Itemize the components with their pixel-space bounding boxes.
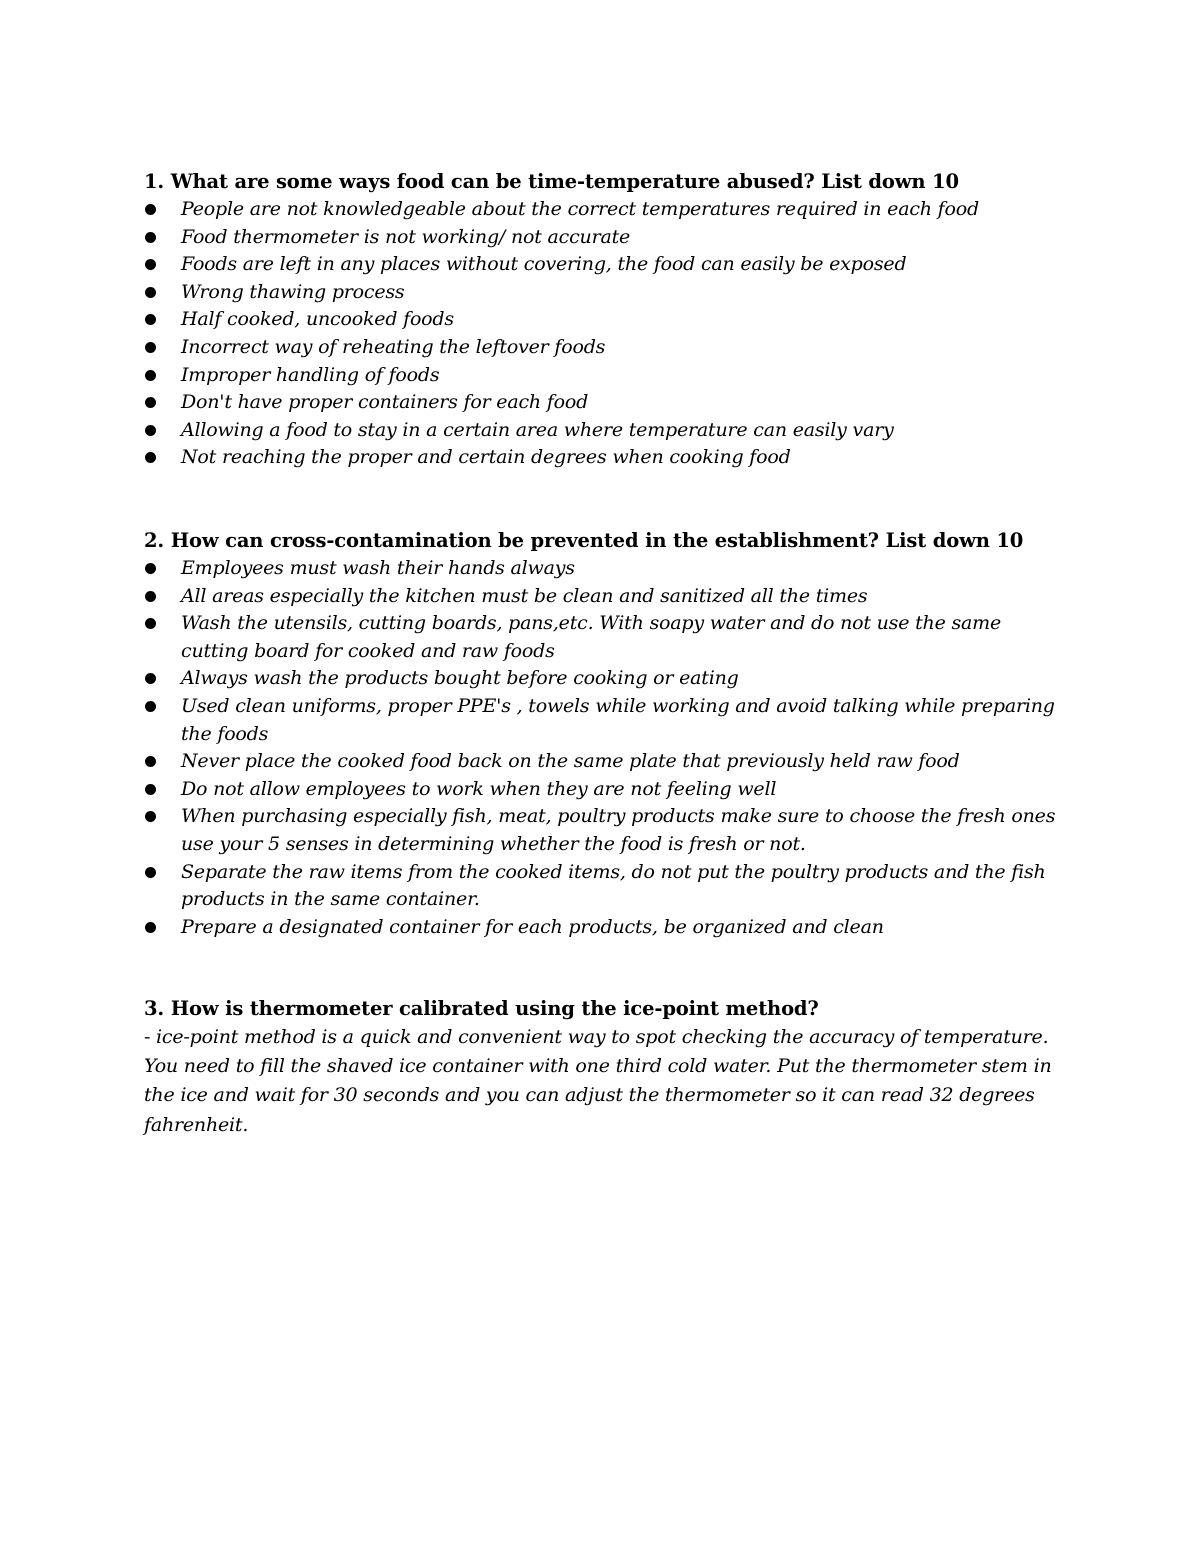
list-item <box>144 251 1064 279</box>
bullet-icon <box>145 784 156 795</box>
list-item-text: Incorrect way of reheating the leftover foods <box>181 335 606 358</box>
list-item-text: Employees must wash their hands always <box>181 557 575 579</box>
list-item-text: Wash the utensils, cutting boards, pans,etc. With soapy water and do not use the same cutting board for cooked and raw foods <box>181 612 1002 662</box>
list-item <box>144 389 1064 417</box>
list-item <box>144 196 1064 224</box>
list-item-text: Do not allow employees to work when they are not feeling well <box>181 777 777 800</box>
list-item <box>144 279 1064 307</box>
list-item <box>144 362 1064 390</box>
list-item-text: Don't have proper containers for each food <box>181 391 589 414</box>
list-item <box>144 803 1064 858</box>
list-item <box>144 914 1064 942</box>
list-item-text: Prepare a designated container for each products, be organized and clean <box>181 915 884 938</box>
list-item-text: People are not knowledgeable about the correct temperatures required in each food <box>181 198 979 220</box>
bullet-icon <box>145 204 156 215</box>
list-item <box>144 444 1064 472</box>
bullet-icon <box>145 922 156 933</box>
bullet-icon <box>145 342 156 353</box>
list-item <box>144 224 1064 252</box>
list-item-text: Separate the raw items from the cooked items, do not put the poultry products and the fish products in the same container. <box>181 860 1046 911</box>
bullet-icon <box>145 370 156 381</box>
bullet-icon <box>145 452 156 463</box>
list-item <box>144 334 1064 362</box>
list-item-text: Half cooked, uncooked foods <box>181 308 454 331</box>
list-item <box>144 859 1064 914</box>
bullet-icon <box>145 756 156 767</box>
list-item-text: Not reaching the proper and certain degrees when cooking food <box>181 446 791 469</box>
list-item <box>144 665 1064 693</box>
bullet-icon <box>145 397 156 408</box>
bullet-icon <box>145 259 156 270</box>
list-item <box>144 555 1064 583</box>
bullet-icon <box>145 673 156 684</box>
list-item <box>144 417 1064 445</box>
answer-list <box>144 196 1064 472</box>
list-item <box>144 306 1064 334</box>
list-item <box>144 748 1064 776</box>
bullet-icon <box>145 232 156 243</box>
answer-list <box>144 555 1064 941</box>
bullet-icon <box>145 314 156 325</box>
bullet-icon <box>145 287 156 298</box>
list-item-text: Wrong thawing process <box>181 280 405 303</box>
bullet-icon <box>145 591 156 602</box>
bullet-icon <box>145 425 156 436</box>
question-section-2 <box>144 527 1064 941</box>
bullet-icon <box>145 701 156 712</box>
bullet-icon <box>145 811 156 822</box>
list-item <box>144 693 1064 748</box>
list-item-text: All areas especially the kitchen must be clean and sanitized all the times <box>181 584 868 607</box>
list-item <box>144 583 1064 611</box>
list-item <box>144 610 1064 665</box>
list-item <box>144 776 1064 804</box>
list-item-text: When purchasing especially fish, meat, poultry products make sure to choose the fresh ones use your 5 senses in determining whether the food is fresh or not. <box>181 805 1056 855</box>
list-item-text: Allowing a food to stay in a certain area where temperature can easily vary <box>181 418 894 441</box>
list-item-text: Used clean uniforms, proper PPE's , towels while working and avoid talking while preparing the foods <box>181 694 1055 745</box>
bullet-icon <box>145 563 156 574</box>
list-item-text: Food thermometer is not working/ not accurate <box>181 225 631 248</box>
question-heading: 1. What are some ways food can be time-temperature abused? List down 10 <box>144 170 959 193</box>
answer-paragraph: - ice-point method is a quick and convenient way to spot checking the accuracy of temperature. You need to fill the shaved ice container with one third cold water. Put the thermometer stem in the ice and wait for 30 seconds and you can adjust the thermometer so it can read 32 degrees fahrenheit. <box>144 1026 1052 1136</box>
bullet-icon <box>145 867 156 878</box>
question-heading: 3. How is thermometer calibrated using the ice-point method? <box>144 997 819 1020</box>
bullet-icon <box>145 618 156 629</box>
list-item-text: Improper handling of foods <box>181 363 440 386</box>
list-item-text: Always wash the products bought before cooking or eating <box>181 667 739 690</box>
question-section-1 <box>144 168 1064 472</box>
question-section-3 <box>144 995 1064 1140</box>
list-item-text: Foods are left in any places without covering, the food can easily be exposed <box>181 253 907 276</box>
question-heading: 2. How can cross-contamination be prevented in the establishment? List down 10 <box>144 529 1024 552</box>
list-item-text: Never place the cooked food back on the same plate that previously held raw food <box>181 750 960 773</box>
